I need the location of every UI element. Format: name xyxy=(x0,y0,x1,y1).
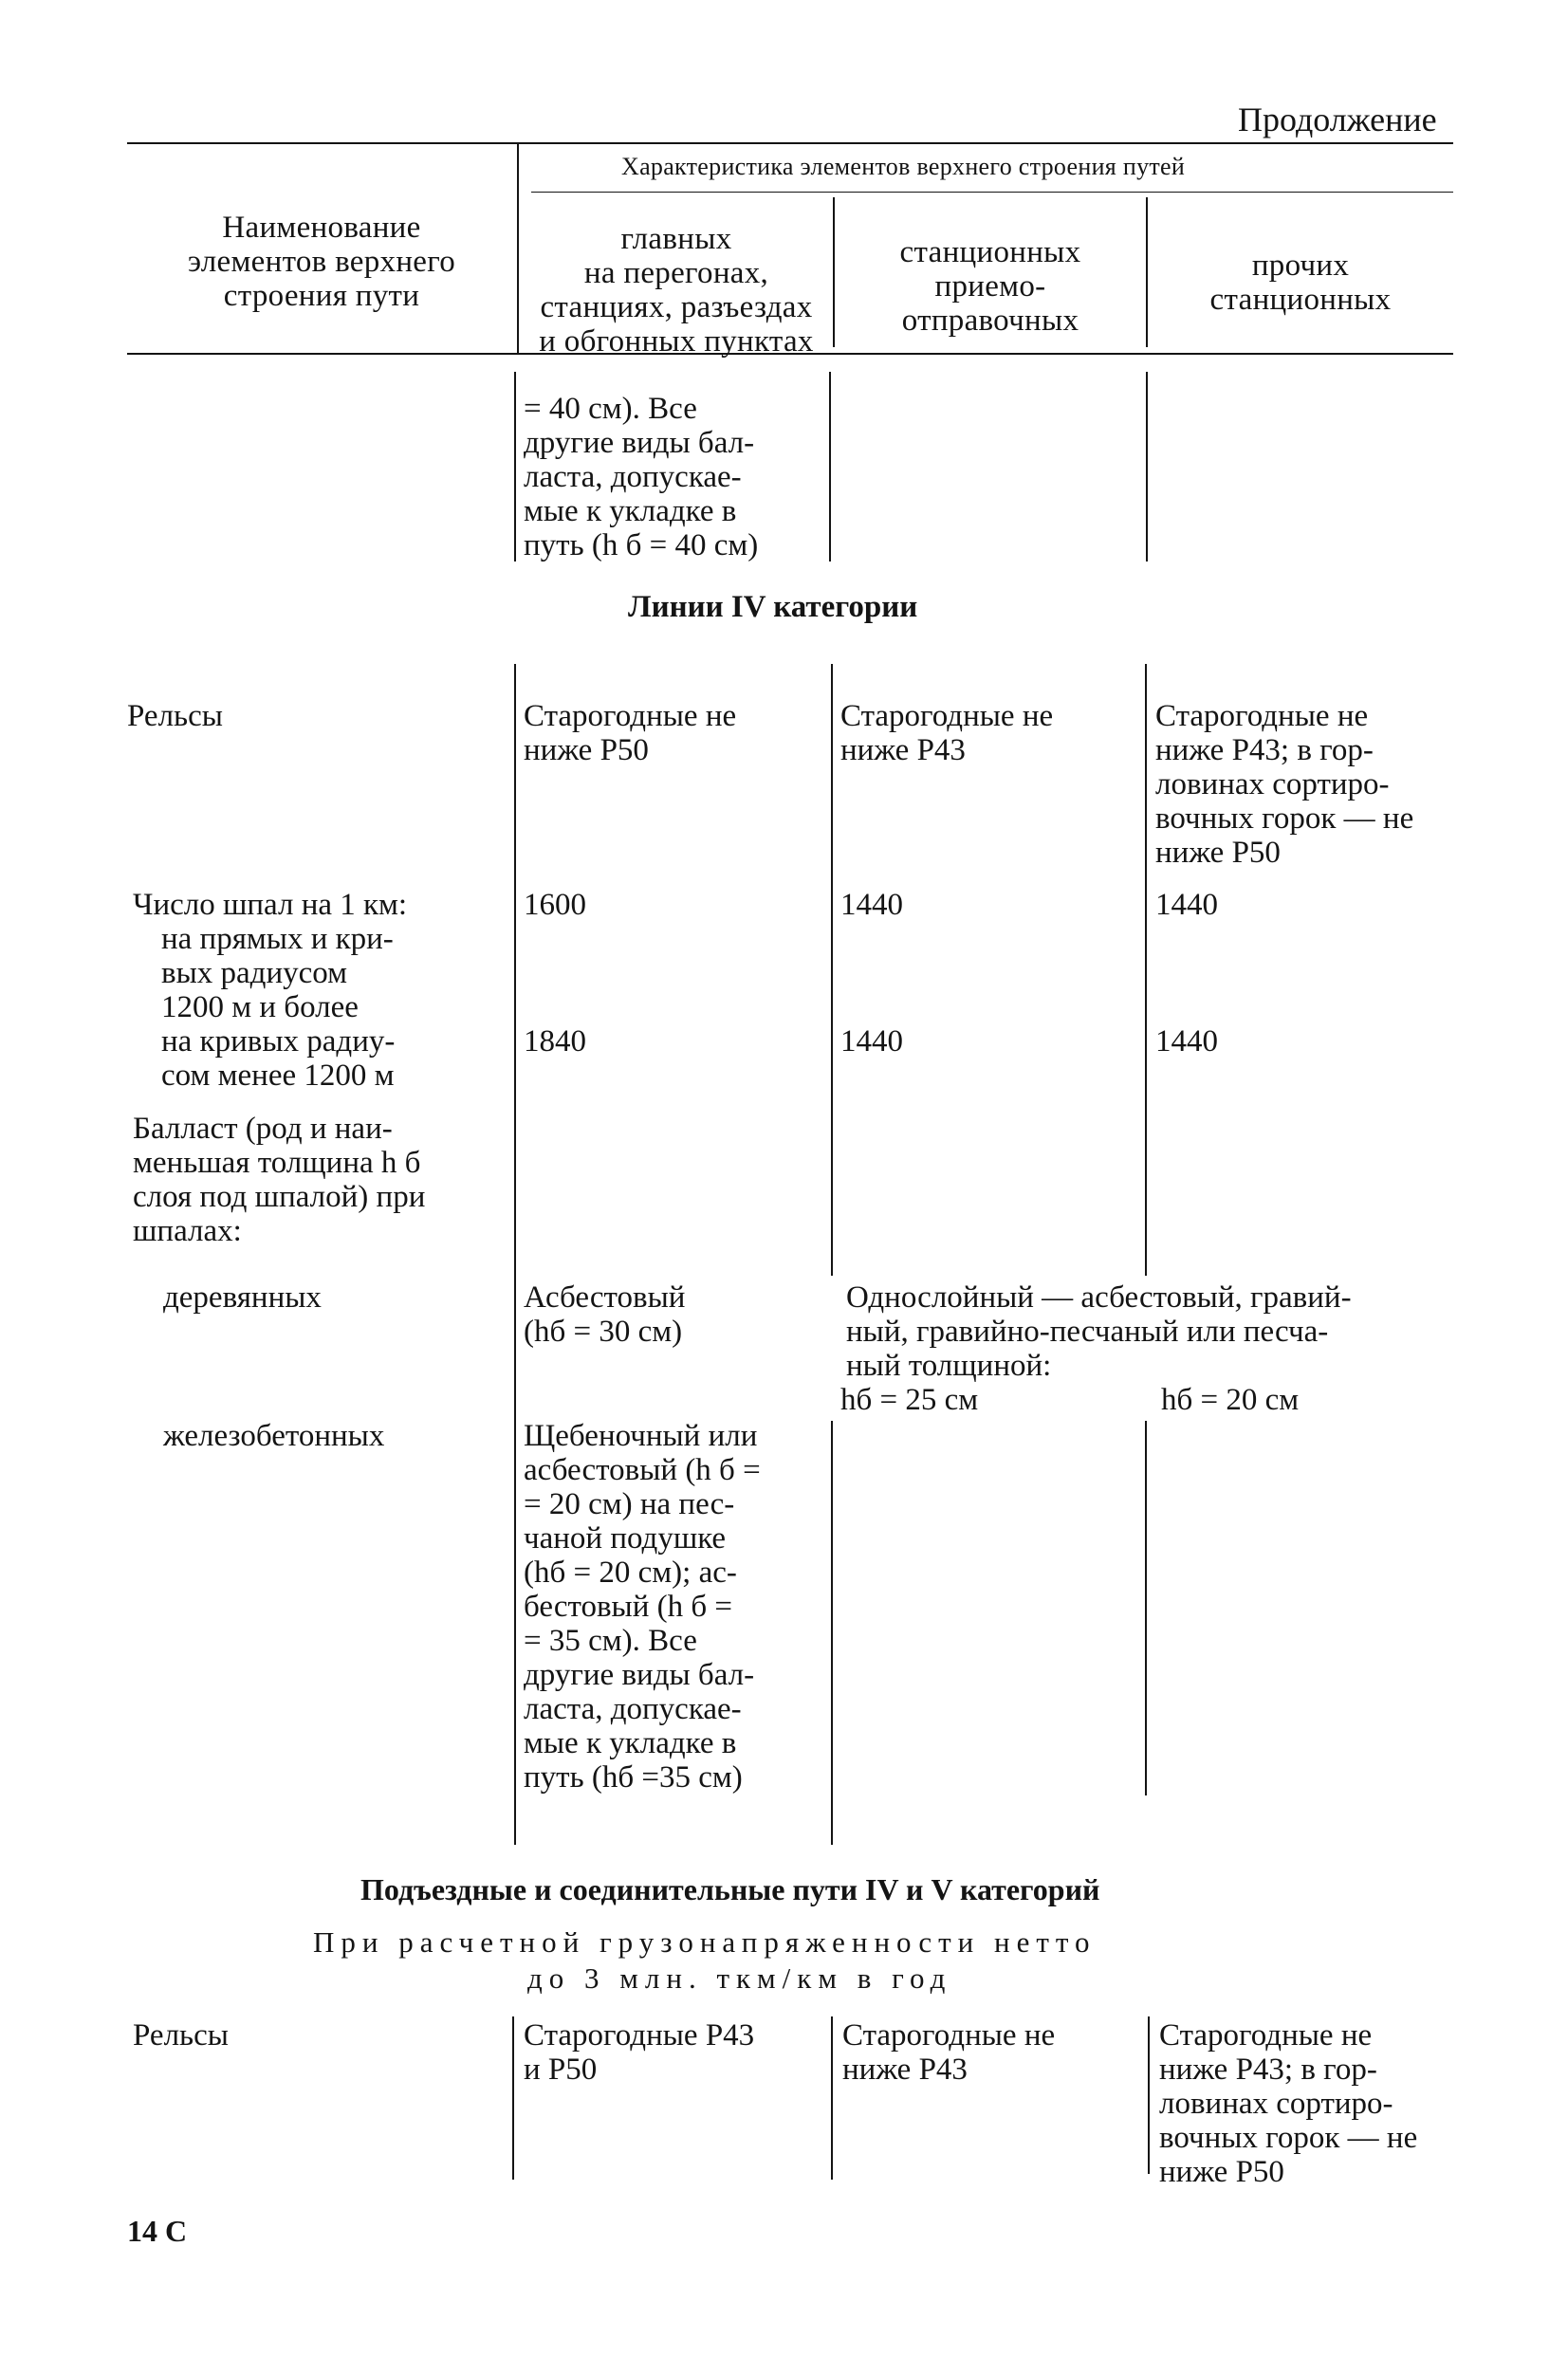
access-rails-label: Рельсы xyxy=(133,2018,229,2053)
sleepers-curves-main: 1840 xyxy=(524,1024,586,1059)
section-access-subtitle-1: При расчетной грузонапряженности нетто xyxy=(313,1925,1097,1959)
rails-station-value: Старогодные не ниже Р43 xyxy=(840,699,1054,767)
carryover-divider-3 xyxy=(1146,372,1148,562)
carryover-divider-1 xyxy=(514,372,516,562)
running-head: Продолжение xyxy=(1238,101,1437,138)
section-iv-divider-2b xyxy=(831,1421,833,1845)
header-group-rule xyxy=(531,192,1453,193)
carryover-text: = 40 см). Все другие виды бал- ласта, допускае- мые к укладке в путь (h б = 40 см) xyxy=(524,392,759,562)
header-col-name: Наименование элементов верхнего строения пути xyxy=(187,211,456,313)
header-col-station: станционных приемо- отправочных xyxy=(899,235,1081,338)
wooden-label: деревянных xyxy=(163,1280,322,1315)
header-col-main: главных на перегонах, станциях, разъездах и обгонных пунктах xyxy=(539,222,814,359)
header-top-rule xyxy=(127,142,1453,144)
sleepers-straight-main: 1600 xyxy=(524,888,586,922)
access-rails-main-value: Старогодные Р43 и Р50 xyxy=(524,2018,755,2087)
wooden-station-thickness: hб = 25 см xyxy=(840,1383,979,1417)
header-col-other: прочих станционных xyxy=(1209,249,1392,317)
ballast-label: Балласт (род и наи- меньшая толщина h б слоя под шпалой) при шпалах: xyxy=(133,1112,426,1248)
section-iv-title: Линии IV категории xyxy=(628,590,918,624)
section-iv-divider-3 xyxy=(1145,664,1147,1276)
wooden-main-value: Асбестовый (hб = 30 см) xyxy=(524,1280,686,1349)
sleepers-curves-other: 1440 xyxy=(1155,1024,1218,1059)
sleepers-straight-station: 1440 xyxy=(840,888,903,922)
section-access-divider-3 xyxy=(1148,2016,1150,2174)
rails-main-value: Старогодные не ниже Р50 xyxy=(524,699,737,767)
header-divider-1 xyxy=(517,142,519,353)
section-access-divider-2 xyxy=(831,2016,833,2180)
rails-other-value: Старогодные не ниже Р43; в гор- ловинах сортиро- вочных горок — не ниже Р50 xyxy=(1155,699,1414,870)
section-iv-divider-2 xyxy=(831,664,833,1276)
carryover-divider-2 xyxy=(829,372,831,562)
section-iv-divider-1 xyxy=(514,664,516,1845)
section-access-subtitle-2: до 3 млн. ткм/км в год xyxy=(527,1961,952,1995)
rails-label: Рельсы xyxy=(127,699,223,733)
wooden-other-thickness: hб = 20 см xyxy=(1161,1383,1300,1417)
sleepers-curves-station: 1440 xyxy=(840,1024,903,1059)
page-number: 14 С xyxy=(127,2214,188,2248)
sleepers-straight-other: 1440 xyxy=(1155,888,1218,922)
concrete-main-value: Щебеночный или асбестовый (h б = = 20 см) на пес- чаной подушке (hб = 20 см); ас- бестовый (h б = = 35 см). Все другие виды бал- ласта, допускае- мые к укладке в путь (hб =35 см) xyxy=(524,1419,761,1795)
section-access-divider-1 xyxy=(512,2016,514,2180)
section-iv-divider-3b xyxy=(1145,1421,1147,1795)
access-rails-station-value: Старогодные не ниже Р43 xyxy=(842,2018,1056,2087)
sleepers-label: Число шпал на 1 км: на прямых и кри- вых радиусом 1200 м и более на кривых радиу- сом менее 1200 м xyxy=(133,888,408,1093)
wooden-station-other-value: Однослойный — асбестовый, гравий- ный, гравийно-песчаный или песча- ный толщиной: xyxy=(846,1280,1352,1383)
concrete-label: железобетонных xyxy=(163,1419,385,1453)
header-group-title: Характеристика элементов верхнего строения путей xyxy=(621,153,1186,180)
access-rails-other-value: Старогодные не ниже Р43; в гор- ловинах сортиро- вочных горок — не ниже Р50 xyxy=(1159,2018,1418,2189)
section-access-title: Подъездные и соединительные пути IV и V категорий xyxy=(360,1872,1100,1906)
